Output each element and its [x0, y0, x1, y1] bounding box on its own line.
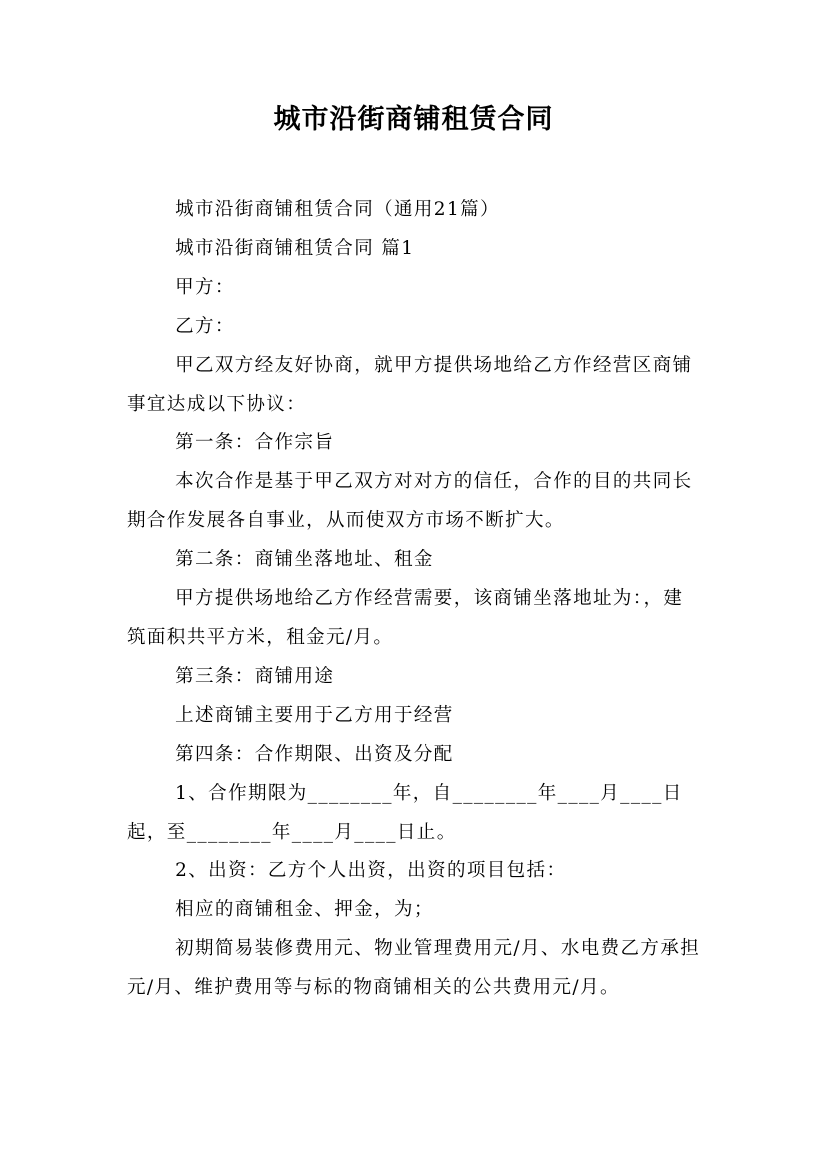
paragraph-article-3-heading: 第三条：商铺用途 — [175, 665, 335, 687]
paragraph-article-4-heading: 第四条：合作期限、出资及分配 — [175, 743, 454, 765]
paragraph-article-1-body: 本次合作是基于甲乙双方对对方的信任，合作的目的共同长期合作发展各自事业，从而使双方市场不断扩大。 — [127, 471, 693, 532]
paragraph-subtitle: 城市沿街商铺租赁合同（通用21篇） — [175, 199, 500, 220]
paragraph-rent-deposit: 相应的商铺租金、押金，为； — [175, 899, 434, 921]
document-body — [127, 191, 703, 1008]
paragraph-term: 1、合作期限为________年，自________年____月____日起，至________年____月____日止。 — [127, 782, 683, 843]
paragraph-article-2-heading: 第二条：商铺坐落地址、租金 — [175, 549, 434, 571]
paragraph-article-2-body: 甲方提供场地给乙方作经营需要，该商铺坐落地址为：，建筑面积共平方米，租金元/月。 — [127, 588, 684, 648]
paragraph-party-b: 乙方： — [175, 315, 235, 337]
paragraph-party-a: 甲方： — [175, 276, 235, 298]
paragraph-article-3-body: 上述商铺主要用于乙方用于经营 — [175, 704, 454, 726]
paragraph-article-1-heading: 第一条：合作宗旨 — [175, 432, 335, 454]
paragraph-section-heading: 城市沿街商铺租赁合同 篇1 — [175, 237, 415, 259]
paragraph-preamble: 甲乙双方经友好协商，就甲方提供场地给乙方作经营区商铺事宜达成以下协议： — [127, 354, 693, 415]
document-title: 城市沿街商铺租赁合同 — [273, 104, 554, 135]
paragraph-fees: 初期简易装修费用元、物业管理费用元/月、水电费乙方承担元/月、维护费用等与标的物商铺相关的公共费用元/月。 — [127, 938, 701, 999]
paragraph-contribution: 2、出资：乙方个人出资，出资的项目包括： — [175, 860, 567, 882]
